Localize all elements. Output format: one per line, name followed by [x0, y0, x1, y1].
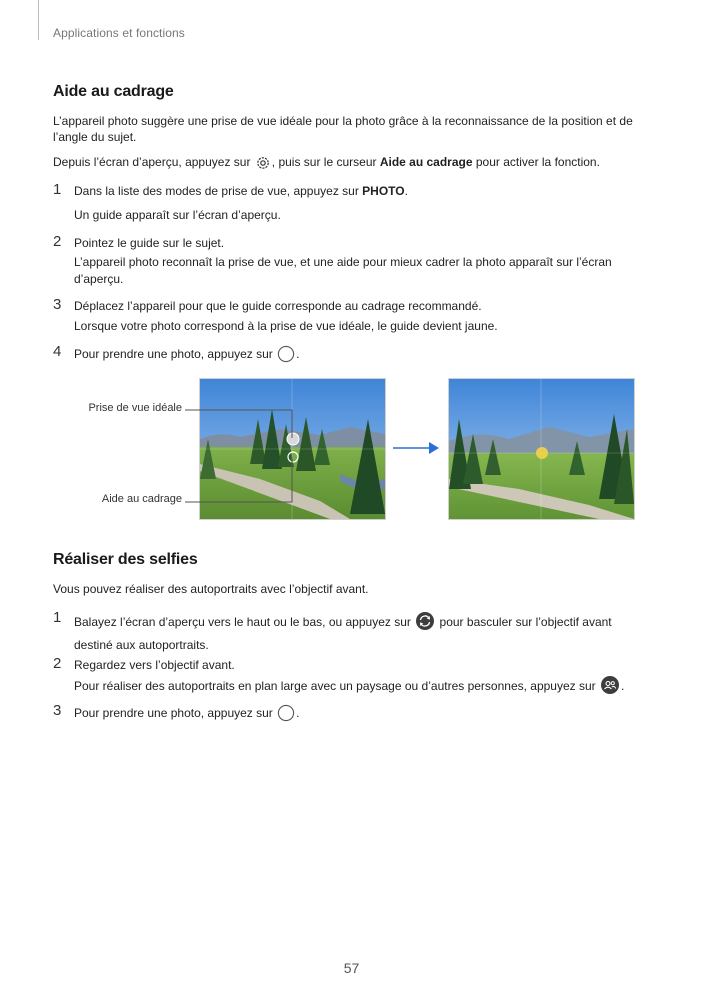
shutter-icon: [277, 704, 295, 728]
step-detail: Lorsque votre photo correspond à la prise de vue idéale, le guide devient jaune.: [74, 318, 498, 333]
step-text: Regardez vers l’objectif avant.: [74, 658, 235, 672]
step-text: pour basculer sur l’objectif avant: [436, 615, 612, 629]
selfie-step-3-text: [74, 704, 659, 728]
selfie-step-2-text: [74, 657, 659, 700]
section-title-selfies: Réaliser des selfies: [53, 551, 198, 568]
step-3-text: [74, 298, 659, 335]
step-text: Déplacez l’appareil pour que le guide corresponde au cadrage recommandé.: [74, 299, 482, 313]
instr-text-before: Depuis l’écran d’aperçu, appuyez sur: [53, 155, 254, 169]
step-detail: L’appareil photo reconnaît la prise de vue, et une aide pour mieux cadrer la photo apparaît sur l’écran d’aperçu.: [74, 254, 612, 286]
photo-mode-label: PHOTO: [362, 184, 405, 198]
instr-text-after: pour activer la fonction.: [472, 155, 600, 169]
wide-selfie-icon: [600, 675, 620, 701]
step-text: .: [404, 184, 408, 198]
step-detail: .: [621, 678, 625, 693]
step-number: 3: [53, 702, 62, 719]
section1-intro: L’appareil photo suggère une prise de vue idéale pour la photo grâce à la reconnaissance de la position et de l’angle du sujet.: [53, 114, 633, 144]
step-detail: Pour réaliser des autoportraits en plan large avec un paysage ou d’autres personnes, appuyez sur: [74, 678, 599, 693]
callout-leader-lines: [185, 400, 295, 510]
step-4-text: [74, 345, 659, 369]
camera-preview-after: [448, 378, 635, 520]
step-1-text: [74, 183, 659, 224]
step-number: 4: [53, 343, 62, 360]
step-text: .: [296, 706, 300, 720]
step-number: 2: [53, 655, 62, 672]
step-text: Dans la liste des modes de prise de vue, appuyez sur: [74, 184, 363, 198]
step-text: .: [296, 347, 300, 361]
step-text: Pour prendre une photo, appuyez sur: [74, 706, 277, 720]
shutter-icon: [277, 345, 295, 369]
section1-instruction: [53, 154, 653, 175]
settings-icon: [255, 155, 271, 175]
step-number: 1: [53, 181, 62, 198]
step-number: 2: [53, 233, 62, 250]
selfie-step-1-text: [74, 611, 659, 654]
arrow-right-icon: [393, 440, 441, 456]
step-text: Pointez le guide sur le sujet.: [74, 236, 225, 250]
instr-text-mid: , puis sur le curseur: [271, 155, 380, 169]
section-title-aide-cadrage: Aide au cadrage: [53, 83, 174, 100]
step-number: 1: [53, 609, 62, 626]
step-text: Balayez l’écran d’aperçu vers le haut ou le bas, ou appuyez sur: [74, 615, 415, 629]
section2-intro: Vous pouvez réaliser des autoportraits avec l’objectif avant.: [53, 582, 369, 596]
step-detail: destiné aux autoportraits.: [74, 637, 209, 652]
step-number: 3: [53, 296, 62, 313]
step-detail: Un guide apparaît sur l’écran d’aperçu.: [74, 207, 281, 222]
instr-bold-label: Aide au cadrage: [379, 155, 473, 169]
step-2-text: [74, 235, 659, 289]
section-header: Applications et fonctions: [53, 26, 185, 40]
switch-camera-icon: [415, 611, 435, 637]
page-number: 57: [343, 960, 360, 976]
callout-ideal-shot: Prise de vue idéale: [88, 402, 182, 414]
callout-framing-aid: Aide au cadrage: [101, 493, 182, 505]
header-rule: [38, 0, 39, 40]
step-text: Pour prendre une photo, appuyez sur: [74, 347, 277, 361]
